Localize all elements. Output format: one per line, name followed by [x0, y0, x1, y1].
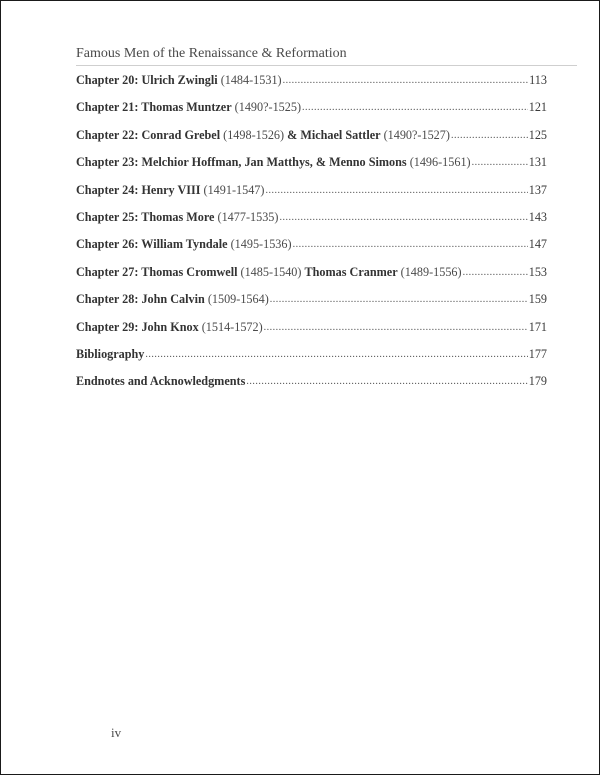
toc-entry-label: & Michael Sattler: [287, 127, 381, 142]
toc-page-number: 171: [528, 319, 547, 334]
toc-dot-leader: [246, 374, 527, 390]
toc-dot-leader: [270, 292, 528, 308]
toc-entry-label: Chapter 27: Thomas Cromwell: [76, 264, 238, 279]
toc-entry-dates: (1477-1535): [217, 209, 279, 224]
toc-entry: [76, 209, 547, 236]
toc-entry-dates: (1496-1561): [409, 155, 471, 170]
toc-entry-dates: (1514-1572): [201, 319, 263, 334]
toc-entry-dates: (1485-1540): [240, 264, 302, 279]
toc-dot-leader: [463, 265, 528, 281]
toc-entry: [76, 127, 547, 154]
page-number: iv: [111, 725, 122, 740]
toc-dot-leader: [264, 320, 528, 336]
toc-page-number: 179: [528, 374, 547, 389]
toc-entry: [76, 154, 547, 181]
toc-entry-label: Endnotes and Acknowledgments: [76, 374, 246, 389]
header-rule: [76, 65, 577, 66]
toc-entry-title: [76, 154, 471, 170]
toc-entry-label: Chapter 26: William Tyndale: [76, 237, 228, 252]
toc-entry-label: Chapter 29: John Knox: [76, 319, 199, 334]
toc-entry: [76, 291, 547, 318]
running-head-title: Famous Men of the Renaissance & Reformation: [76, 46, 347, 61]
toc-page-number: 131: [528, 155, 547, 170]
toc-entry: [76, 319, 547, 346]
toc-entry-label: Chapter 23: Melchior Hoffman, Jan Matthys, & Menno Simons: [76, 155, 407, 170]
toc-entry: [76, 236, 547, 263]
toc-entry-dates: (1491-1547): [203, 182, 265, 197]
toc-entry-title: [76, 264, 462, 280]
toc-entry-title: [76, 99, 301, 115]
toc-entry-dates: (1495-1536): [230, 237, 292, 252]
toc-page-number: 159: [528, 292, 547, 307]
toc-entry-label: Chapter 20: Ulrich Zwingli: [76, 73, 218, 87]
toc-dot-leader: [279, 210, 527, 226]
toc-dot-leader: [451, 128, 528, 144]
toc-entry-dates: (1498-1526): [223, 127, 285, 142]
toc-entry-dates: (1509-1564): [207, 292, 269, 307]
toc-entry-label: Bibliography: [76, 346, 145, 361]
toc-entry: [76, 373, 547, 400]
toc-entry-label: Chapter 21: Thomas Muntzer: [76, 100, 232, 115]
toc-entry: [76, 346, 547, 373]
toc-entry-label: Chapter 24: Henry VIII: [76, 182, 201, 197]
toc-entry: [76, 99, 547, 126]
toc-entry-title: [76, 236, 292, 252]
toc-page-number: 177: [528, 346, 547, 361]
toc-entry-title: [76, 373, 245, 389]
toc-entry: [76, 182, 547, 209]
toc-entry: [76, 72, 547, 99]
toc-entry: [76, 264, 547, 291]
toc-page-number: 113: [529, 73, 547, 87]
toc-page-number: 153: [528, 264, 547, 279]
toc-dot-leader: [472, 155, 528, 171]
toc-entry-title: [76, 319, 263, 335]
toc-dot-leader: [302, 100, 528, 116]
toc-dot-leader: [145, 347, 527, 363]
toc-entry-dates: (1489-1556): [400, 264, 462, 279]
toc-entry-title: [76, 72, 282, 88]
toc-page-number: 147: [528, 237, 547, 252]
toc-entry-dates: (1490?-1527): [383, 127, 450, 142]
toc-page-number: 121: [528, 100, 547, 115]
toc-page-number: 125: [528, 127, 547, 142]
toc-dot-leader: [293, 237, 528, 253]
toc-entry-title: [76, 127, 450, 143]
toc-page-number: 137: [528, 182, 547, 197]
toc-entry-dates: (1484-1531): [220, 73, 282, 87]
toc-entry-label: Chapter 22: Conrad Grebel: [76, 127, 221, 142]
toc-dot-leader: [265, 183, 527, 199]
toc-entry-dates: (1490?-1525): [234, 100, 302, 115]
toc-entry-title: [76, 291, 269, 307]
toc-entry-title: [76, 346, 144, 362]
toc-page-number: 143: [528, 209, 547, 224]
toc-entry-label: Thomas Cranmer: [304, 264, 398, 279]
toc-entry-label: Chapter 28: John Calvin: [76, 292, 205, 307]
toc-dot-leader: [283, 73, 529, 89]
toc-entry-title: [76, 182, 264, 198]
table-of-contents: [76, 72, 547, 401]
toc-entry-title: [76, 209, 278, 225]
toc-entry-label: Chapter 25: Thomas More: [76, 209, 215, 224]
